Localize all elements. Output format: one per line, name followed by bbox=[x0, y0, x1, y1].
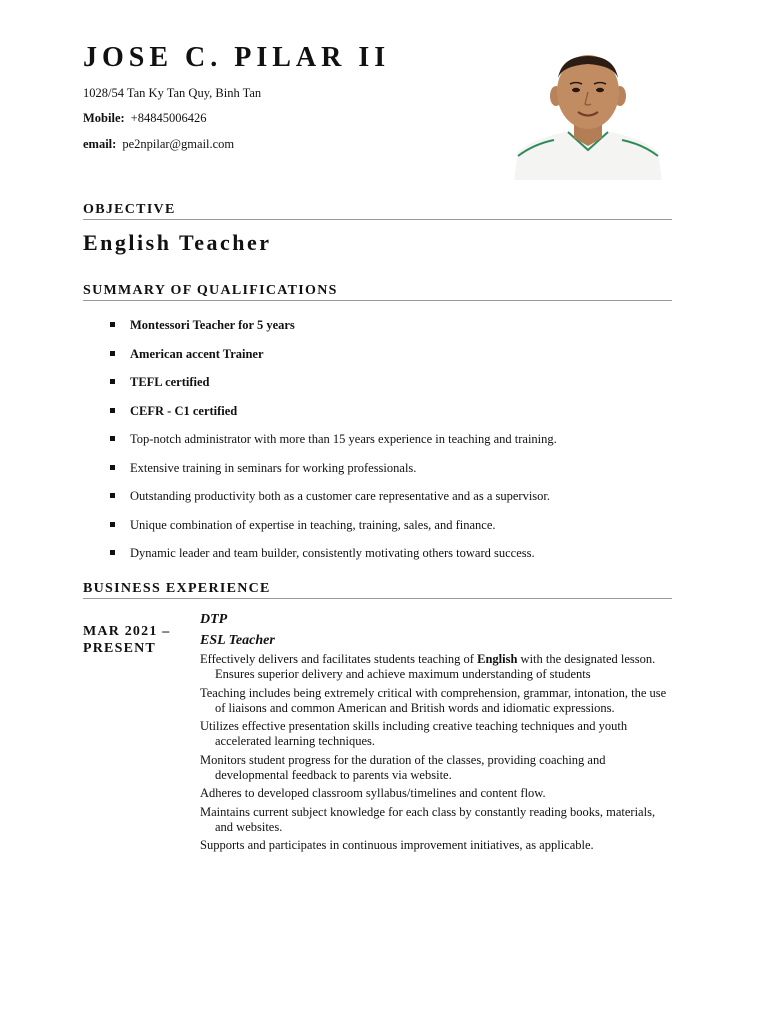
objective-text: English Teacher bbox=[83, 230, 272, 255]
company-name: DTP bbox=[200, 612, 228, 627]
email-address: pe2npilar@gmail.com bbox=[122, 137, 235, 151]
mobile-line bbox=[83, 111, 206, 126]
experience-heading: BUSINESS EXPERIENCE bbox=[83, 581, 672, 599]
address: 1028/54 Tan Ky Tan Quy, Binh Tan bbox=[83, 86, 262, 100]
qualifications-list bbox=[110, 318, 557, 575]
qualification-item: Montessori Teacher for 5 years bbox=[110, 318, 557, 347]
duty-item bbox=[200, 652, 675, 682]
qualification-item: Unique combination of expertise in teaching, training, sales, and finance. bbox=[110, 518, 557, 547]
job-dates-end: PRESENT bbox=[83, 641, 156, 656]
resume-name: JOSE C. PILAR II bbox=[83, 42, 391, 73]
qualification-item: TEFL certified bbox=[110, 375, 557, 404]
duty-text: with the designated lesson. Ensures superior delivery and achieve maximum understanding of students bbox=[215, 652, 656, 681]
job-dates bbox=[83, 623, 170, 657]
job-dates-start: MAR 2021 – bbox=[83, 624, 171, 639]
mobile-number: +84845006426 bbox=[130, 111, 207, 125]
qualification-item: Dynamic leader and team builder, consistently motivating others toward success. bbox=[110, 546, 557, 575]
duty-item: Utilizes effective presentation skills including creative teaching techniques and youth accelerated learning techniques. bbox=[200, 719, 628, 748]
duty-item: Maintains current subject knowledge for each class by constantly reading books, materials, and websites. bbox=[200, 804, 656, 834]
duty-item: Monitors student progress for the duration of the classes, providing coaching and developmental feedback to parents via website. bbox=[200, 752, 606, 782]
email-label: email: bbox=[83, 137, 117, 151]
objective-heading: OBJECTIVE bbox=[83, 202, 672, 220]
qualification-item: Top-notch administrator with more than 15 years experience in teaching and training. bbox=[110, 432, 557, 461]
email-line bbox=[83, 137, 234, 152]
duty-item: Supports and participates in continuous improvement initiatives, as applicable. bbox=[200, 838, 594, 852]
profile-photo bbox=[514, 52, 662, 180]
qualification-item: Extensive training in seminars for working professionals. bbox=[110, 461, 557, 490]
job-title: ESL Teacher bbox=[200, 633, 275, 648]
mobile-label: Mobile: bbox=[83, 111, 125, 125]
duty-text: Effectively delivers and facilitates students teaching of bbox=[200, 652, 478, 666]
duty-item: Teaching includes being extremely critical with comprehension, grammar, intonation, the use of liaisons and common American and British words and idiomatic expressions. bbox=[200, 685, 667, 715]
duties-list bbox=[200, 652, 675, 857]
duty-emphasis: English bbox=[477, 652, 518, 666]
qualification-item: Outstanding productivity both as a customer care representative and as a supervisor. bbox=[110, 489, 557, 518]
qualification-item: American accent Trainer bbox=[110, 347, 557, 376]
duty-item: Adheres to developed classroom syllabus/timelines and content flow. bbox=[200, 786, 546, 800]
qualifications-heading: SUMMARY OF QUALIFICATIONS bbox=[83, 283, 672, 301]
qualification-item: CEFR - C1 certified bbox=[110, 404, 557, 433]
